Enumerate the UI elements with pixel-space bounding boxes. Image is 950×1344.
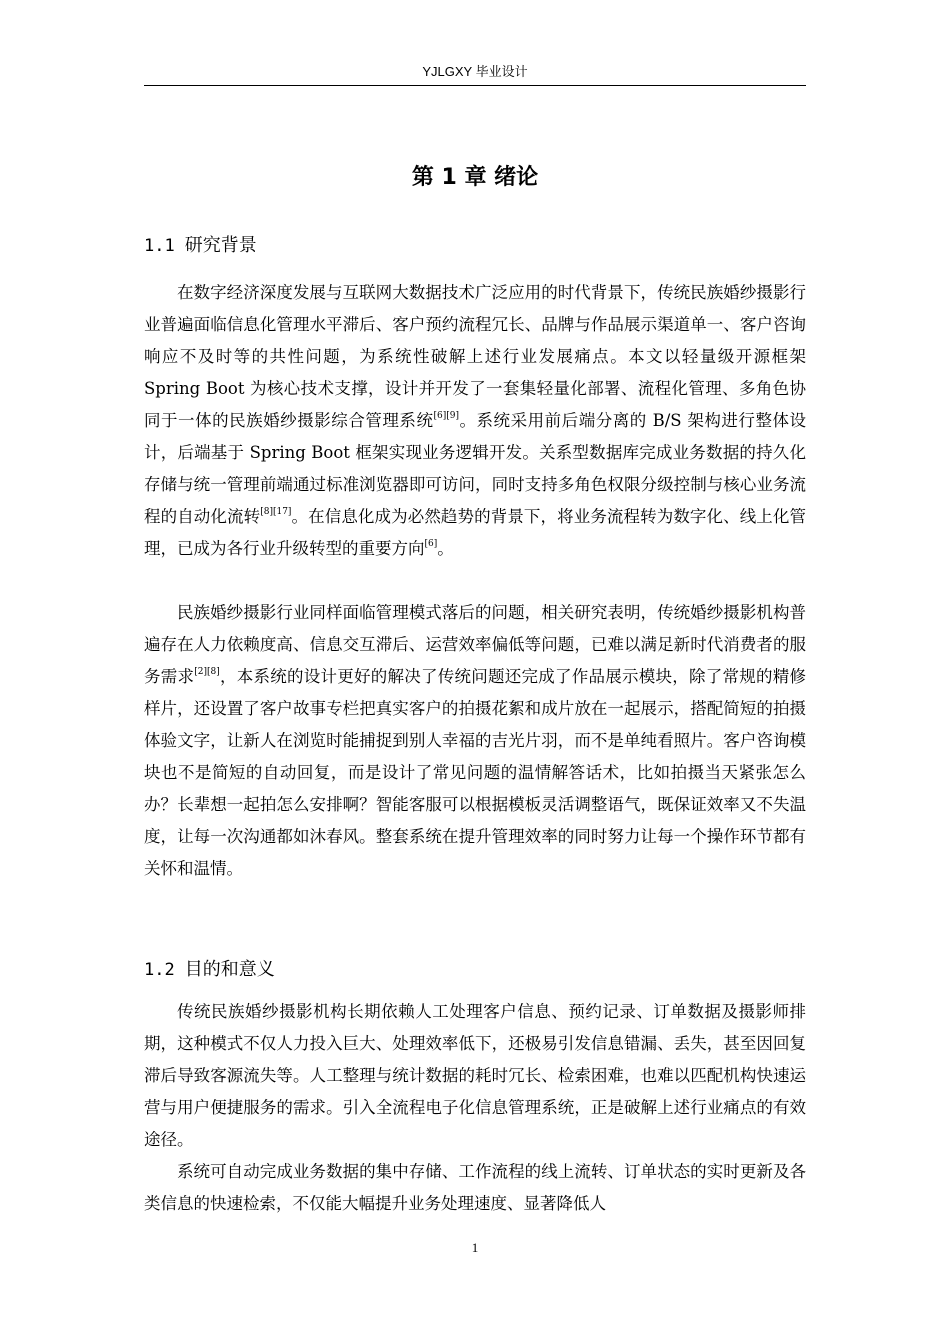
paragraph-text: 系统可自动完成业务数据的集中存储、工作流程的线上流转、订单状态的实时更新及各类信息的快速检索，不仅能大幅提升业务处理速度、显著降低人 [144, 1162, 806, 1213]
paragraph-text: 。系统采用前后端分离的 B/S 架构进行整体设计，后端基于 Spring Boot 框架实现业务逻辑开发。关系型数据库完成业务数据的持久化存储与统一管理前端通过标准浏览器即可访问，同时支持多角色权限分级控制与核心业务流程的自动化流转 [144, 411, 806, 526]
paragraph-text: ，本系统的设计更好的解决了传统问题还完成了作品展示模块，除了常规的精修样片，还设置了客户故事专栏把真实客户的拍摄花絮和成片放在一起展示，搭配简短的拍摄体验文字，让新人在浏览时能捕捉到别人幸福的吉光片羽，而不是单纯看照片。客户咨询模块也不是简短的自动回复，而是设计了常见问题的温情解答话术，比如拍摄当天紧张怎么办？长辈想一起拍怎么安排啊？智能客服可以根据模板灵活调整语气，既保证效率又不失温度，让每一次沟通都如沐春风。整套系统在提升管理效率的同时努力让每一个操作环节都有关怀和温情。 [144, 667, 806, 878]
paragraph-background-1 [144, 277, 806, 565]
citation: [6] [424, 539, 438, 549]
paragraph-text: 传统民族婚纱摄影机构长期依赖人工处理客户信息、预约记录、订单数据及摄影师排期，这种模式不仅人力投入巨大、处理效率低下，还极易引发信息错漏、丢失，甚至因回复滞后导致客源流失等。人工整理与统计数据的耗时冗长、检索困难，也难以匹配机构快速运营与用户便捷服务的需求。引入全流程电子化信息管理系统，正是破解上述行业痛点的有效途径。 [144, 1002, 806, 1149]
paragraph-purpose-1 [144, 996, 806, 1156]
chapter-title: 第 1 章 绪论 [411, 165, 539, 190]
paragraph-text: 。在信息化成为必然趋势的背景下，将业务流程转为数字化、线上化管理，已成为各行业升级转型的重要方向 [144, 507, 807, 558]
paragraph-text: 在数字经济深度发展与互联网大数据技术广泛应用的时代背景下，传统民族婚纱摄影行业普遍面临信息化管理水平滞后、客户预约流程冗长、品牌与作品展示渠道单一、客户咨询响应不及时等的共性问题，为系统性破解上述行业发展痛点。本文以轻量级开源框架 Spring Boot 为核心技术支撑，设计并开发了一套集轻量化部署、流程化管理、多角色协同于一体的民族婚纱摄影综合管理系统 [144, 283, 806, 430]
paragraph-text: 。 [437, 539, 454, 558]
page-header: YJLGXY 毕业设计 [144, 62, 806, 86]
paragraph-background-2 [144, 597, 806, 885]
section-title-text: 目的和意义 [184, 959, 275, 980]
section-number: 1.2 [144, 960, 175, 980]
section-heading-1-2 [144, 956, 806, 984]
section-title-text: 研究背景 [184, 235, 257, 256]
section-heading-1-1 [144, 232, 806, 260]
citation: [6][9] [433, 411, 459, 421]
paragraph-text: 民族婚纱摄影行业同样面临管理模式落后的问题，相关研究表明，传统婚纱摄影机构普遍存在人力依赖度高、信息交互滞后、运营效率偏低等问题，已难以满足新时代消费者的服务需求 [144, 603, 806, 686]
citation: [2][8] [194, 667, 220, 677]
citation: [8][17] [260, 507, 292, 517]
paragraph-purpose-2 [144, 1156, 806, 1220]
section-number: 1.1 [144, 236, 175, 256]
page-number: 1 [471, 1240, 479, 1255]
